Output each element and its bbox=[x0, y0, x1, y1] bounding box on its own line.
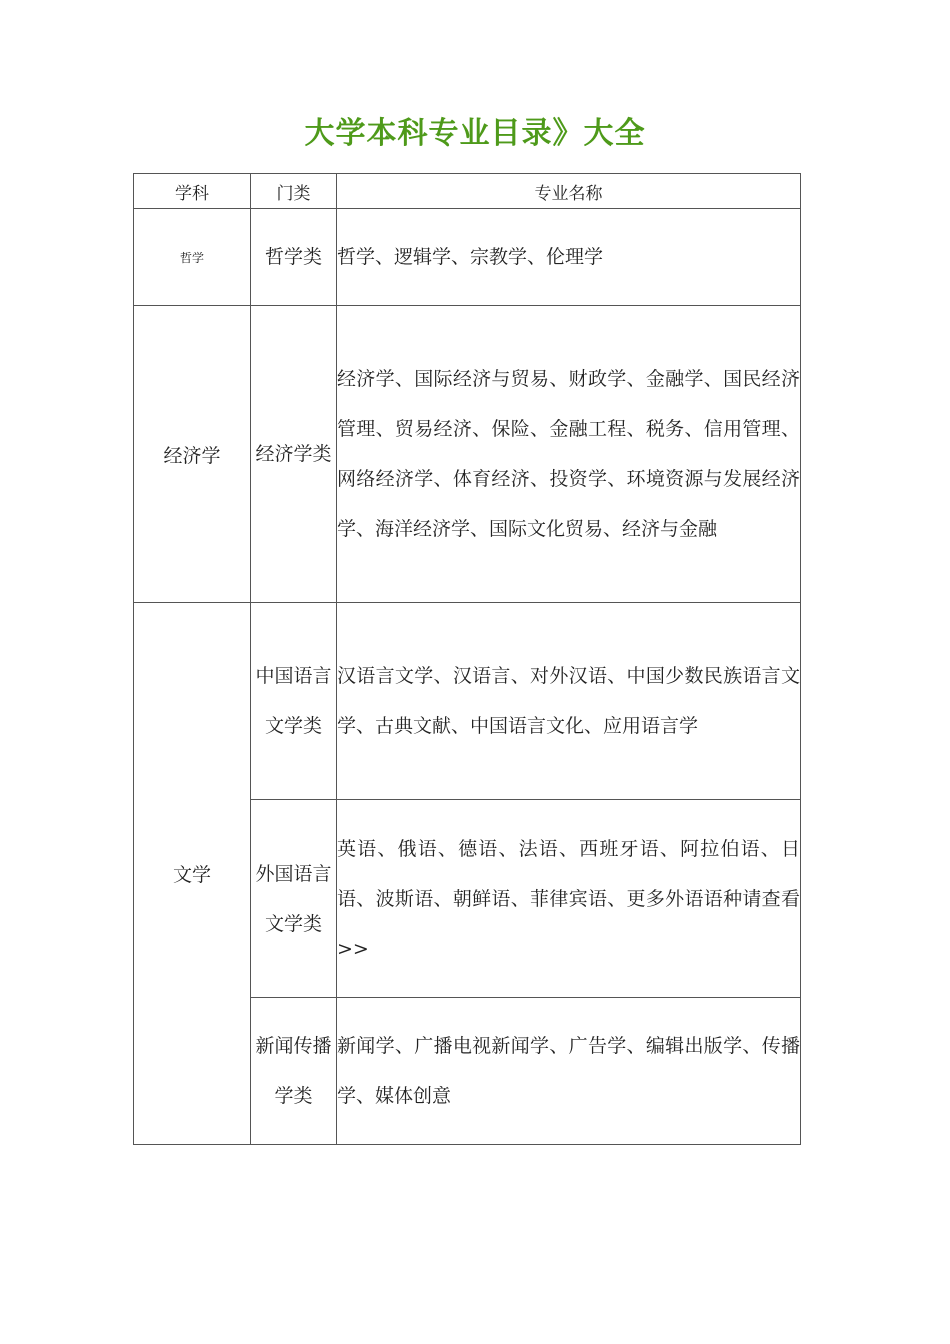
category-cell: 哲学类 bbox=[251, 209, 337, 306]
category-cell: 经济学类 bbox=[251, 306, 337, 603]
majors-cell: 英语、俄语、德语、法语、西班牙语、阿拉伯语、日语、波斯语、朝鲜语、菲律宾语、更多外语语种请查看>> bbox=[337, 800, 801, 998]
header-category: 门类 bbox=[251, 174, 337, 209]
majors-cell: 新闻学、广播电视新闻学、广告学、编辑出版学、传播学、媒体创意 bbox=[337, 998, 801, 1145]
subject-cell: 文学 bbox=[134, 603, 251, 1145]
header-majors: 专业名称 bbox=[337, 174, 801, 209]
table-row bbox=[134, 209, 801, 306]
category-cell: 中国语言文学类 bbox=[251, 603, 337, 800]
majors-cell: 哲学、逻辑学、宗教学、伦理学 bbox=[337, 209, 801, 306]
majors-cell: 汉语言文学、汉语言、对外汉语、中国少数民族语言文学、古典文献、中国语言文化、应用语言学 bbox=[337, 603, 801, 800]
category-cell: 新闻传播学类 bbox=[251, 998, 337, 1145]
table-row bbox=[134, 306, 801, 603]
majors-cell: 经济学、国际经济与贸易、财政学、金融学、国民经济管理、贸易经济、保险、金融工程、税务、信用管理、网络经济学、体育经济、投资学、环境资源与发展经济学、海洋经济学、国际文化贸易、经济与金融 bbox=[337, 306, 801, 603]
subject-cell: 哲学 bbox=[134, 209, 251, 306]
major-catalog-table bbox=[133, 173, 801, 1145]
subject-cell: 经济学 bbox=[134, 306, 251, 603]
table-row bbox=[134, 603, 801, 800]
page-title: 大学本科专业目录》大全 bbox=[304, 116, 646, 151]
table-header-row bbox=[134, 174, 801, 209]
header-subject: 学科 bbox=[134, 174, 251, 209]
category-cell: 外国语言文学类 bbox=[251, 800, 337, 998]
